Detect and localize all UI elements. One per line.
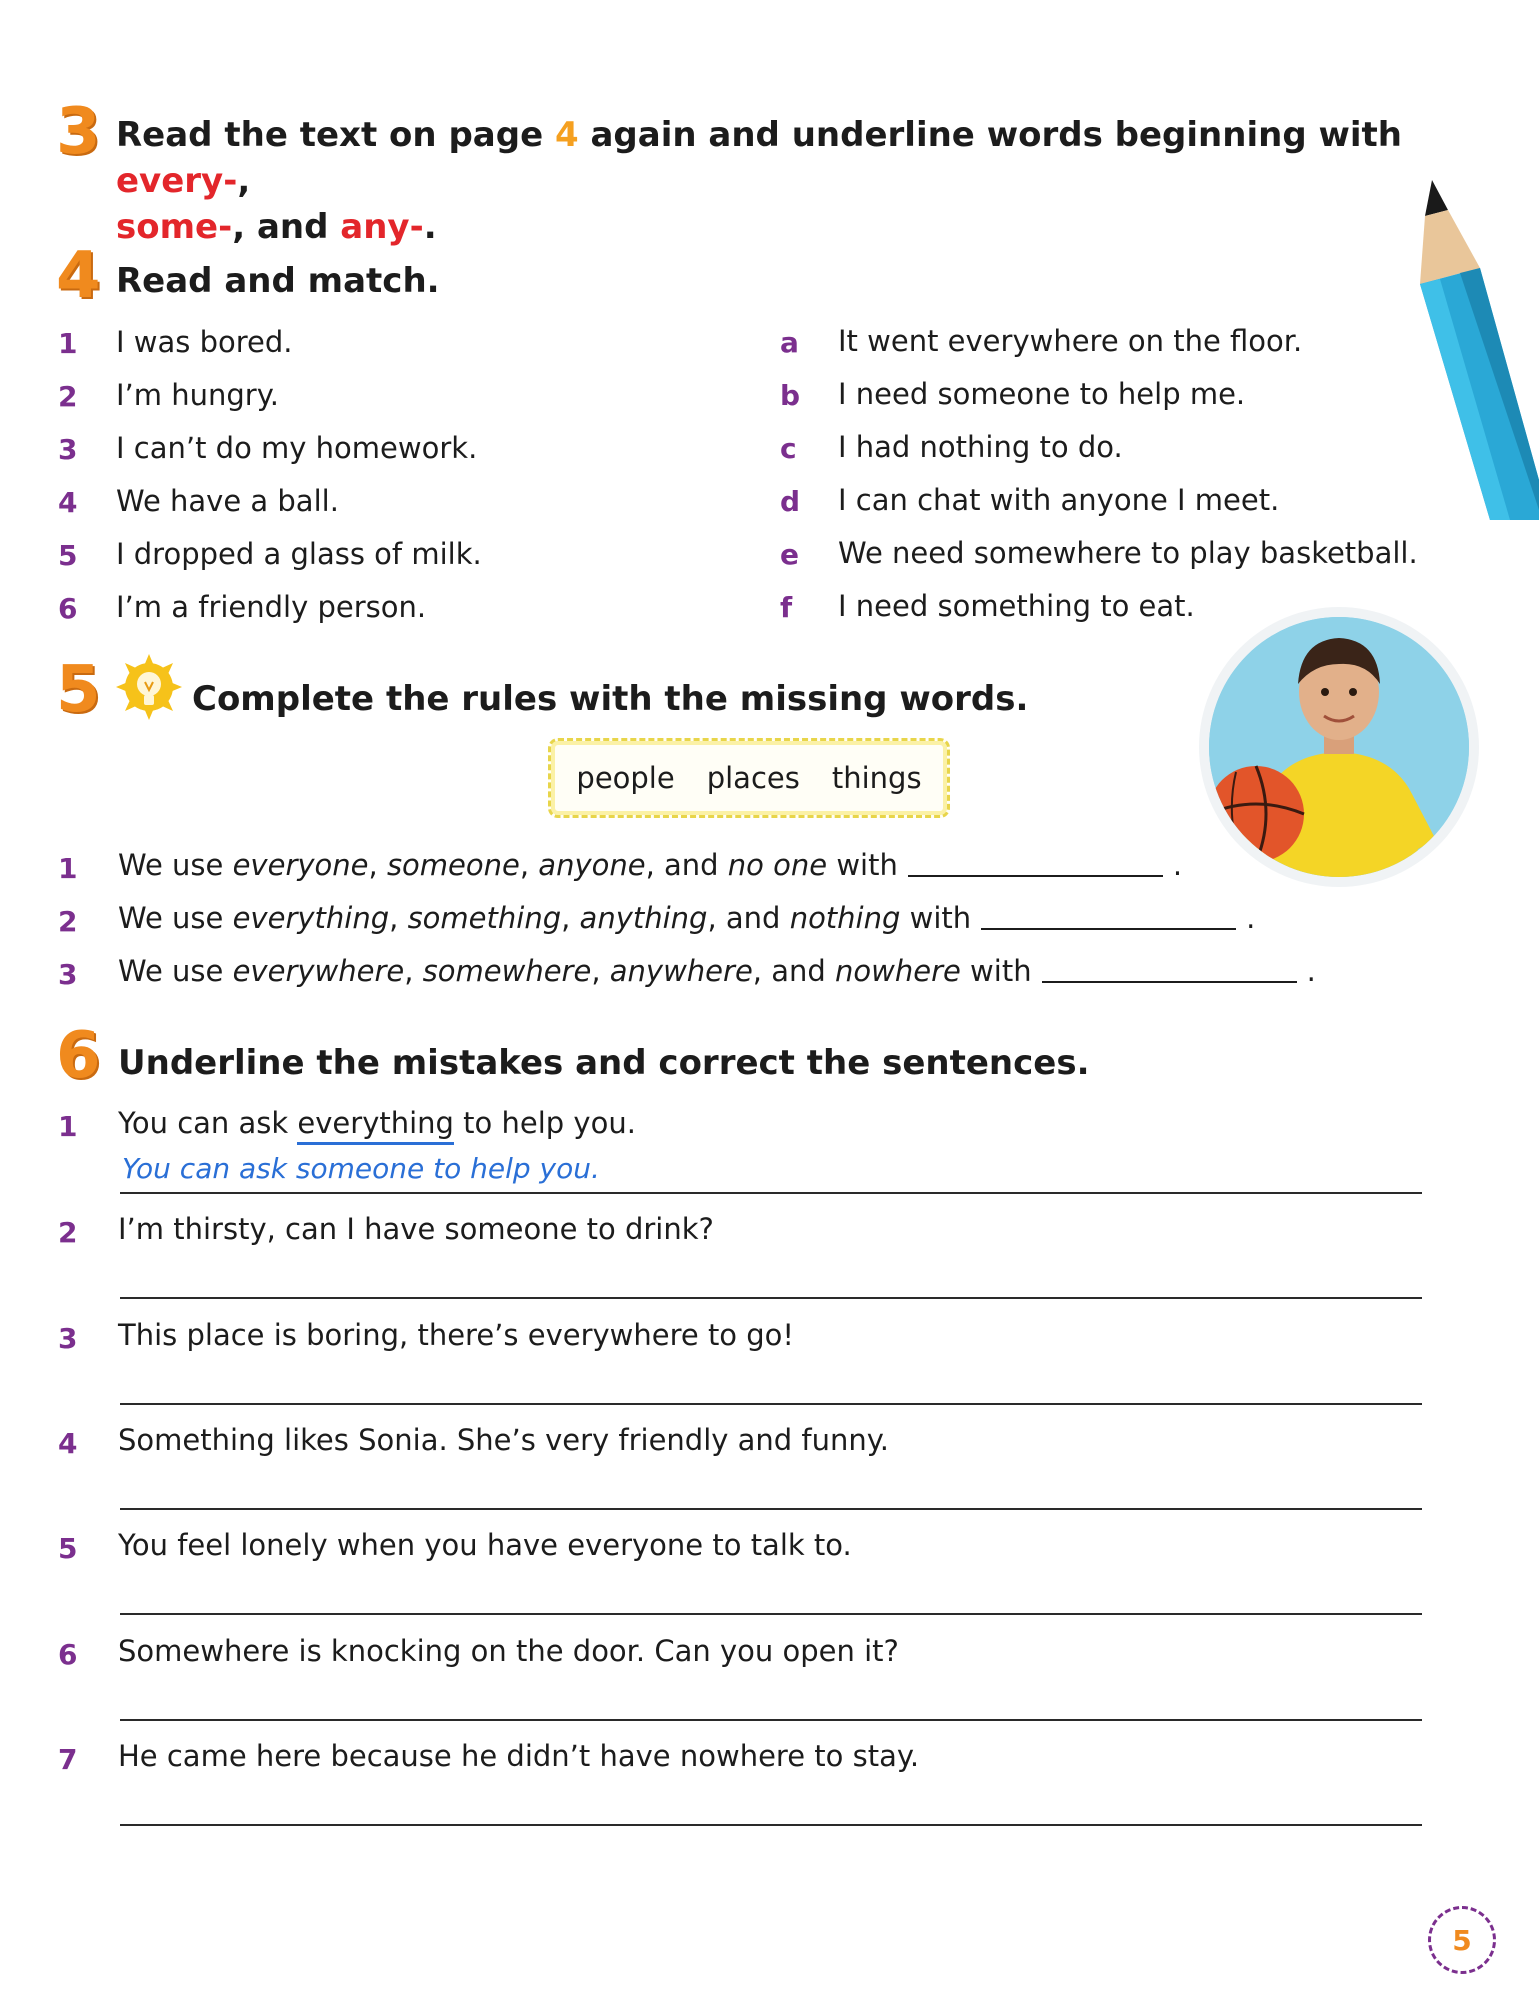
right-sentence: I can chat with anyone I meet. xyxy=(838,483,1280,517)
word-option: places xyxy=(706,761,800,795)
boy-with-basketball-photo xyxy=(1196,604,1482,890)
left-sentence: I can’t do my homework. xyxy=(116,431,478,465)
right-sentence: I need someone to help me. xyxy=(838,377,1246,411)
answer-line[interactable] xyxy=(120,1613,1422,1615)
item-number: 3 xyxy=(58,1322,78,1355)
error-sentence: I’m thirsty, can I have someone to drink? xyxy=(118,1212,714,1246)
exercise-3-instruction xyxy=(116,112,1416,250)
answer-line[interactable] xyxy=(120,1824,1422,1826)
answer-blank[interactable] xyxy=(981,908,1236,930)
answer-line[interactable] xyxy=(120,1403,1422,1405)
right-sentence: I need something to eat. xyxy=(838,589,1195,623)
answer-line[interactable] xyxy=(120,1192,1422,1194)
item-number: 7 xyxy=(58,1743,78,1776)
left-number: 5 xyxy=(58,539,78,572)
item-number: 5 xyxy=(58,1532,78,1565)
left-sentence: I’m hungry. xyxy=(116,378,279,412)
answer-line[interactable] xyxy=(120,1719,1422,1721)
page-number-badge xyxy=(1428,1906,1496,1974)
underlined-mistake: everything xyxy=(297,1106,454,1145)
error-sentence: Somewhere is knocking on the door. Can you open it? xyxy=(118,1634,899,1668)
left-number: 6 xyxy=(58,592,78,625)
answer-line[interactable] xyxy=(120,1508,1422,1510)
error-sentence: You feel lonely when you have everyone to talk to. xyxy=(118,1528,852,1562)
right-sentence: I had nothing to do. xyxy=(838,430,1123,464)
exercise-3-number: 3 xyxy=(56,95,101,169)
exercise-5-number: 5 xyxy=(56,653,101,727)
item-number: 6 xyxy=(58,1638,78,1671)
answer-blank[interactable] xyxy=(908,855,1163,877)
word-box xyxy=(548,738,950,818)
exercise-4-number: 4 xyxy=(56,239,101,313)
instruction-text-a: Read the text on page xyxy=(116,115,555,155)
exercise-5-title: Complete the rules with the missing words. xyxy=(192,679,1029,719)
page-number: 5 xyxy=(1452,1923,1472,1957)
right-letter: c xyxy=(780,432,797,465)
prefix-any: any- xyxy=(340,207,424,247)
period: . xyxy=(423,207,437,247)
rule-number: 1 xyxy=(58,852,78,885)
and-text: , and xyxy=(232,207,341,247)
prefix-some: some- xyxy=(116,207,233,247)
item-number: 1 xyxy=(58,1110,78,1143)
example-answer: You can ask someone to help you. xyxy=(122,1152,600,1185)
item-number: 4 xyxy=(58,1427,78,1460)
right-letter: b xyxy=(780,379,801,412)
rule-number: 2 xyxy=(58,905,78,938)
word-option: people xyxy=(576,761,675,795)
right-sentence: We need somewhere to play basketball. xyxy=(838,536,1418,570)
left-number: 1 xyxy=(58,327,78,360)
error-sentence: Something likes Sonia. She’s very friendly and funny. xyxy=(118,1423,890,1457)
rule-sentence: We use everyone, someone, anyone, and no one with . xyxy=(118,848,1183,882)
left-sentence: I dropped a glass of milk. xyxy=(116,537,482,571)
item-number: 2 xyxy=(58,1216,78,1249)
prefix-every: every- xyxy=(116,161,238,201)
right-letter: e xyxy=(780,538,799,571)
word-option: things xyxy=(831,761,922,795)
exercise-4-title: Read and match. xyxy=(116,261,440,301)
exercise-6-number: 6 xyxy=(56,1019,101,1093)
right-sentence: It went everywhere on the floor. xyxy=(838,324,1303,358)
left-number: 2 xyxy=(58,380,78,413)
left-sentence: We have a ball. xyxy=(116,484,339,518)
answer-blank[interactable] xyxy=(1042,961,1297,983)
instruction-text-b: again and underline words beginning with xyxy=(578,115,1403,155)
lightbulb-icon xyxy=(114,652,184,722)
left-number: 3 xyxy=(58,433,78,466)
rule-sentence: We use everything, something, anything, and nothing with . xyxy=(118,901,1256,935)
left-sentence: I’m a friendly person. xyxy=(116,590,427,624)
right-letter: d xyxy=(780,485,801,518)
page-reference: 4 xyxy=(554,115,579,155)
answer-line[interactable] xyxy=(120,1297,1422,1299)
error-sentence: He came here because he didn’t have nowhere to stay. xyxy=(118,1739,920,1773)
rule-sentence: We use everywhere, somewhere, anywhere, and nowhere with . xyxy=(118,954,1316,988)
example-sentence: You can ask everything to help you. xyxy=(118,1106,636,1140)
comma: , xyxy=(237,161,251,201)
right-letter: f xyxy=(780,591,793,624)
exercise-6-title: Underline the mistakes and correct the sentences. xyxy=(118,1043,1090,1083)
rule-number: 3 xyxy=(58,958,78,991)
pencil-illustration xyxy=(1420,180,1539,520)
right-letter: a xyxy=(780,326,799,359)
left-number: 4 xyxy=(58,486,78,519)
error-sentence: This place is boring, there’s everywhere to go! xyxy=(118,1318,795,1352)
left-sentence: I was bored. xyxy=(116,325,293,359)
